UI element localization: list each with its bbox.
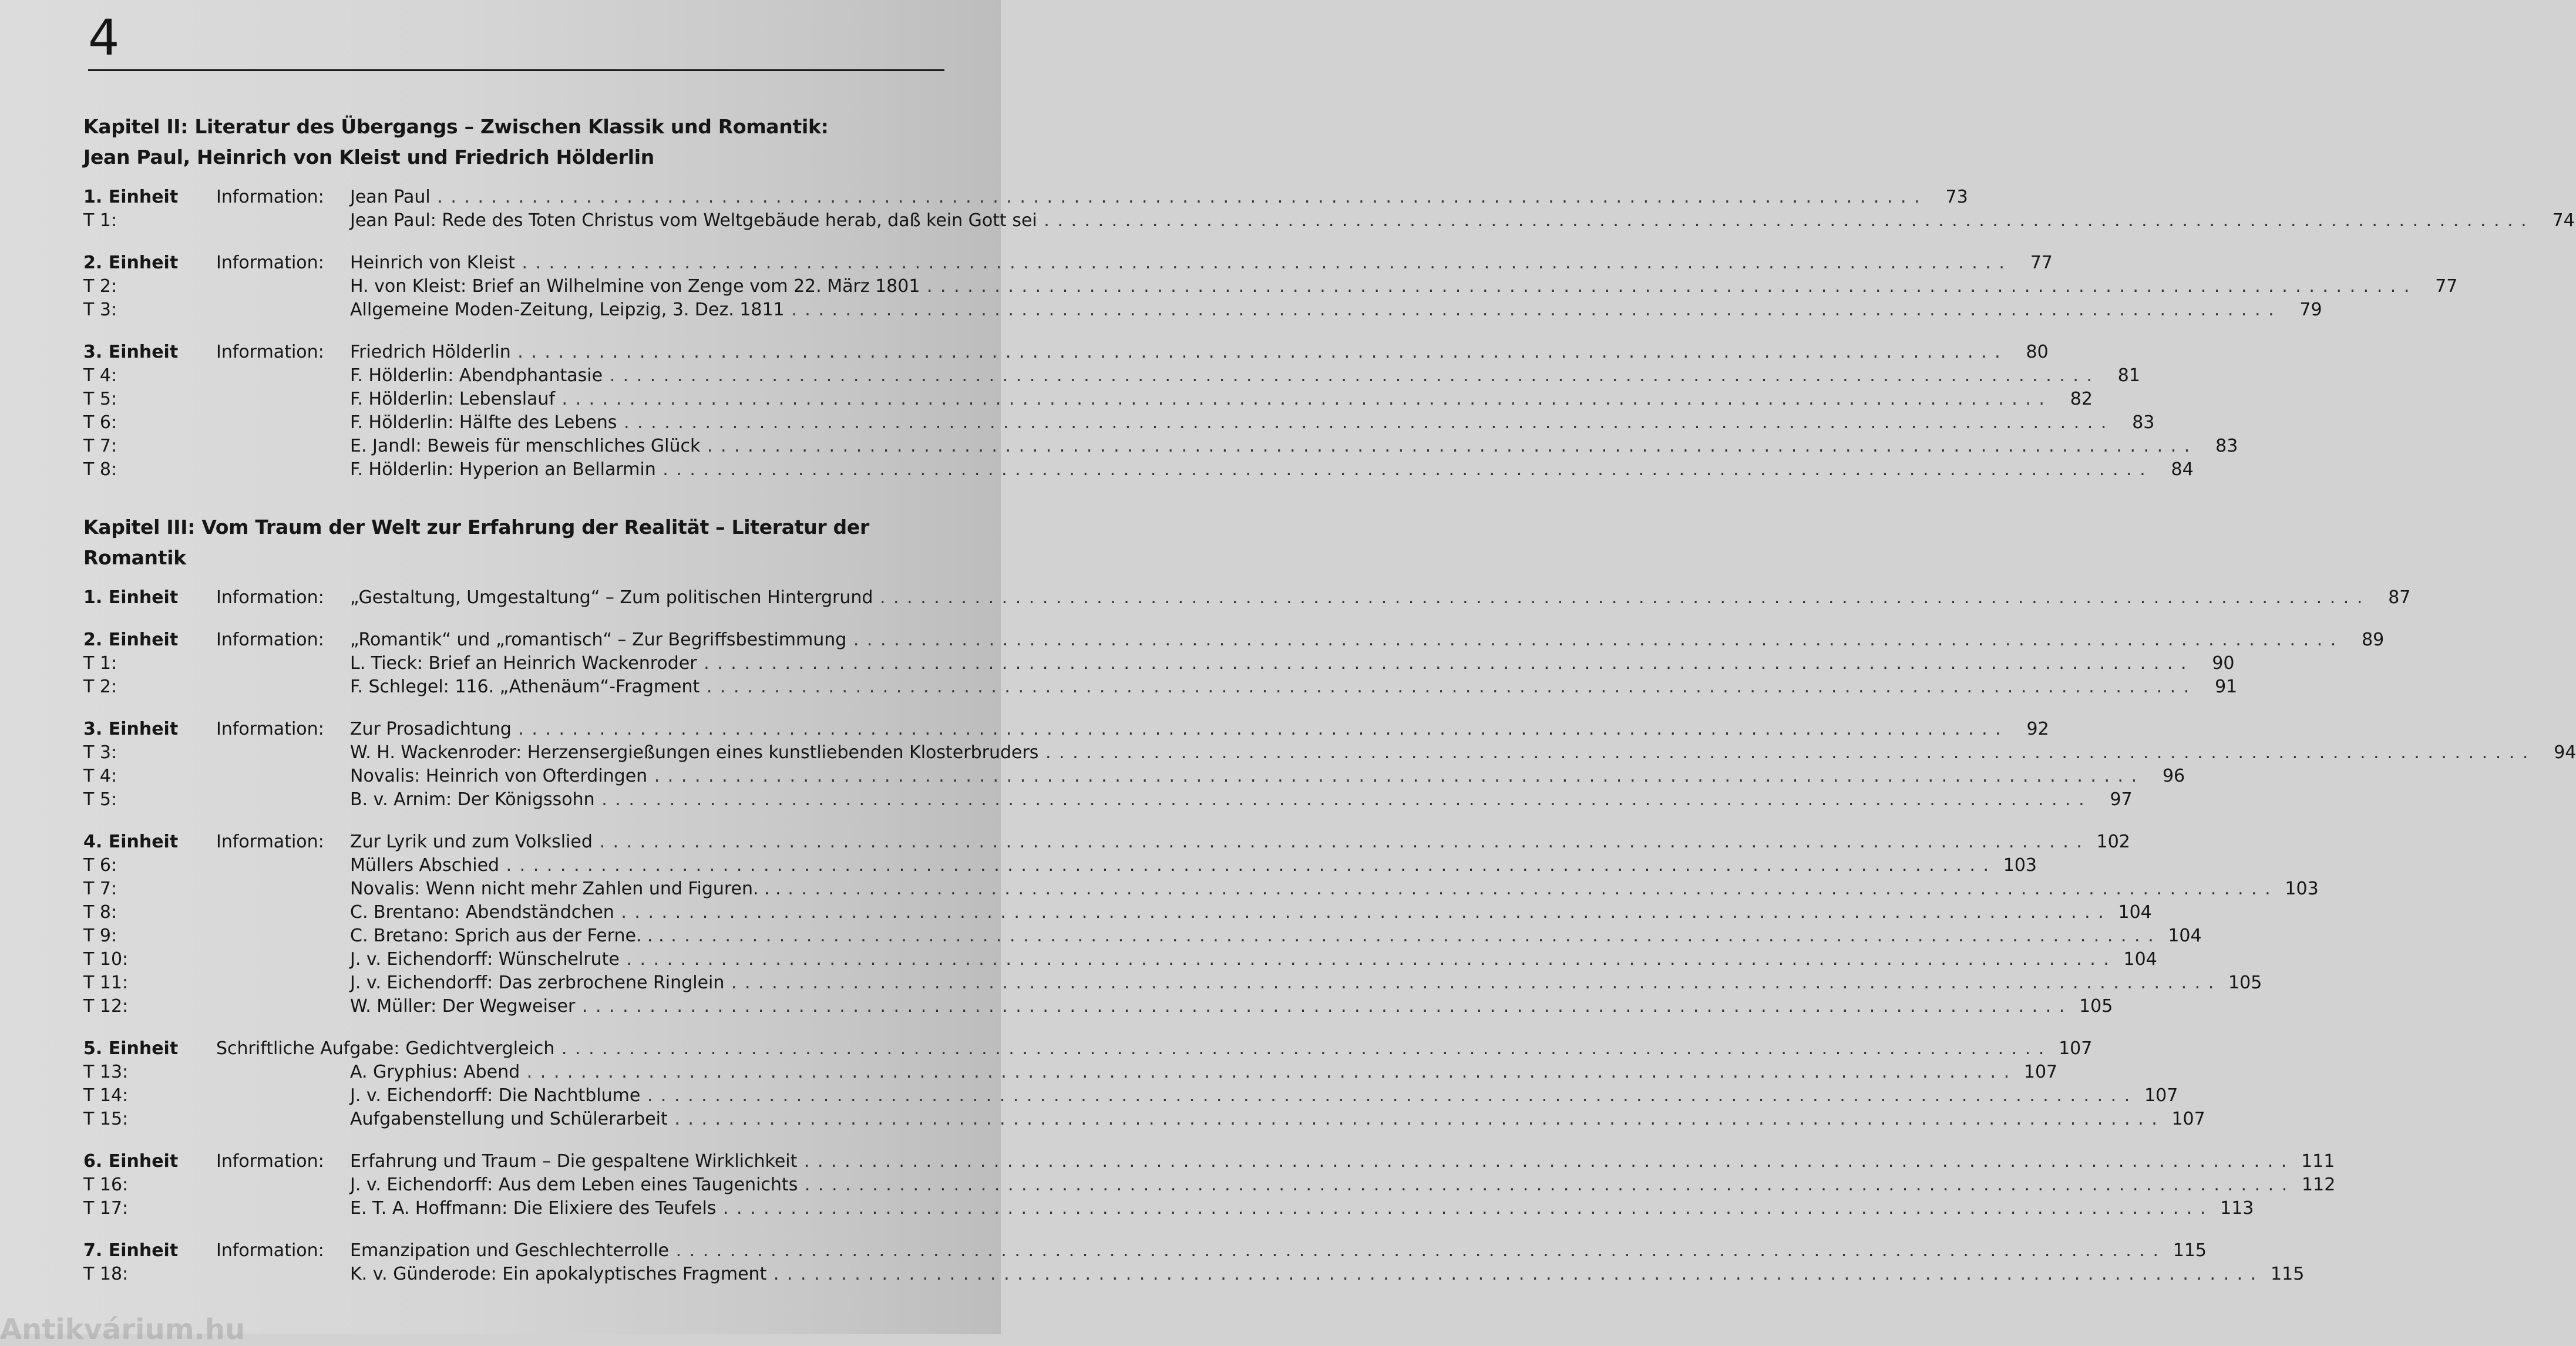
entry-page-number: 103 [2285, 879, 2319, 899]
chapter-section [83, 512, 2576, 1286]
toc-entry [83, 924, 2202, 948]
table-of-contents [83, 112, 2576, 1317]
entry-label: T 13: [83, 1062, 129, 1082]
entry-tag: Information: [216, 253, 324, 273]
toc-entry [83, 1037, 2093, 1061]
entry-title-text: K. v. Günderode: Ein apokalyptisches Fragment [350, 1264, 767, 1284]
toc-entry [83, 1108, 2205, 1131]
unit-group [83, 718, 2576, 812]
toc-entry [83, 435, 2238, 458]
unit-group [83, 341, 2238, 482]
entry-title [350, 854, 1990, 877]
entry-title-text: F. Hölderlin: Hälfte des Lebens [350, 412, 617, 433]
toc-entry [83, 830, 2130, 854]
chapter-title-line: Jean Paul, Heinrich von Kleist und Friedrich Hölderlin [83, 146, 654, 169]
entry-title [350, 209, 2528, 233]
entry-title [350, 1108, 2158, 1131]
toc-entry [83, 995, 2113, 1018]
entry-title [350, 298, 2275, 322]
entry-page-number: 115 [2173, 1240, 2207, 1261]
entry-label: T 2: [83, 276, 117, 297]
entry-label: T 18: [83, 1264, 129, 1284]
entry-label: T 17: [83, 1198, 129, 1219]
entry-page-number: 90 [2212, 653, 2235, 674]
toc-entry [83, 765, 2185, 788]
entry-title [350, 830, 2083, 854]
entry-title [350, 788, 2086, 812]
entry-tag: Information: [216, 587, 324, 608]
entry-title-text: „Romantik“ und „romantisch“ – Zur Begriffsbestimmung [350, 630, 847, 650]
entry-page-number: 77 [2435, 276, 2458, 297]
toc-entry [83, 1173, 2336, 1197]
entry-label: T 6: [83, 412, 117, 433]
entry-title-text: Müllers Abschied [350, 855, 500, 876]
entry-title-text: F. Hölderlin: Lebenslauf [350, 389, 555, 409]
toc-entry [83, 877, 2319, 901]
entry-title-text: Gedichtvergleich [405, 1038, 555, 1059]
entry-page-number: 112 [2302, 1175, 2336, 1195]
entry-label: T 11: [83, 973, 129, 993]
entry-page-number: 96 [2162, 766, 2185, 786]
entry-page-number: 107 [2144, 1085, 2178, 1106]
chapter-title [83, 112, 947, 173]
toc-entry [83, 971, 2262, 995]
entry-page-number: 92 [2026, 719, 2049, 739]
toc-entry [83, 675, 2238, 699]
chapter-title-line: Kapitel II: Literatur des Übergangs – Zwischen Klassik und Romantik: [83, 115, 829, 138]
entry-page-number: 107 [2059, 1038, 2093, 1059]
toc-entry [83, 209, 2575, 233]
toc-entry [83, 275, 2458, 298]
entry-title [350, 652, 2188, 675]
entry-title-text: F. Hölderlin: Hyperion an Bellarmin [350, 459, 656, 480]
unit-group [83, 830, 2319, 1018]
unit-group [83, 1239, 2305, 1286]
entry-title [350, 765, 2138, 788]
entry-title-text: C. Brentano: Abendständchen [350, 902, 614, 923]
entry-page-number: 82 [2070, 389, 2093, 409]
entry-title-text: Zur Lyrik und zum Volkslied [350, 832, 593, 852]
toc-entry [83, 718, 2049, 741]
entry-title [350, 388, 2046, 411]
entry-label: T 9: [83, 926, 117, 946]
entry-page-number: 115 [2271, 1264, 2305, 1284]
entry-label: 1. Einheit [83, 187, 179, 207]
entry-title [350, 924, 2155, 948]
toc-entry [83, 741, 2576, 765]
entry-title-text: Jean Paul: Rede des Toten Christus vom Weltgebäude herab, daß kein Gott sei [350, 210, 1037, 231]
entry-label: T 7: [83, 879, 117, 899]
entry-label: 2. Einheit [83, 253, 179, 273]
chapter-title-line: Kapitel III: Vom Traum der Welt zur Erfahrung der Realität – Literatur der Romantik [83, 516, 869, 569]
entry-page-number: 89 [2362, 630, 2385, 650]
entry-label: 3. Einheit [83, 719, 179, 739]
entry-title-text: B. v. Arnim: Der Königssohn [350, 789, 595, 810]
entry-label: T 1: [83, 210, 117, 231]
entry-title-text: „Gestaltung, Umgestaltung“ – Zum politischen Hintergrund [350, 587, 873, 608]
entry-page-number: 94 [2554, 742, 2576, 763]
entry-title-text: F. Hölderlin: Abendphantasie [350, 365, 603, 386]
entry-page-number: 104 [2168, 926, 2202, 946]
entry-label: T 3: [83, 300, 117, 320]
entry-title [350, 901, 2105, 924]
chapter-title [83, 512, 947, 573]
header-rule [88, 69, 944, 71]
entry-page-number: 102 [2096, 832, 2130, 852]
entry-page-number: 79 [2299, 300, 2322, 320]
entry-title [350, 1084, 2131, 1108]
entry-label: 5. Einheit [83, 1038, 179, 1059]
watermark: Antikvárium.hu [0, 1313, 246, 1346]
entry-title [350, 186, 1921, 209]
entry-title [350, 1239, 2160, 1263]
entry-title [350, 1263, 2257, 1286]
unit-group [83, 186, 2575, 233]
entry-page-number: 113 [2220, 1198, 2254, 1219]
entry-page-number: 84 [2171, 459, 2194, 480]
entry-page-number: 111 [2301, 1151, 2335, 1172]
entry-title [350, 995, 2066, 1018]
toc-entry [83, 411, 2155, 435]
entry-page-number: 77 [2030, 253, 2053, 273]
entry-title-text: Aufgabenstellung und Schülerarbeit [350, 1109, 668, 1129]
unit-group [83, 1037, 2205, 1131]
entry-title [350, 251, 2006, 275]
toc-entry [83, 388, 2093, 411]
entry-label: T 4: [83, 365, 117, 386]
toc-entry [83, 652, 2235, 675]
entry-title-text: Allgemeine Moden-Zeitung, Leipzig, 3. Dez. 1811 [350, 300, 785, 320]
entry-title [350, 1061, 2010, 1084]
entry-page-number: 83 [2215, 436, 2238, 456]
toc-entry [83, 364, 2140, 388]
entry-label: 2. Einheit [83, 630, 179, 650]
entry-page-number: 81 [2117, 365, 2140, 386]
entry-label: T 16: [83, 1175, 129, 1195]
entry-title [350, 411, 2107, 435]
entry-page-number: 80 [2026, 342, 2049, 362]
toc-entry [83, 1197, 2254, 1220]
toc-entry [83, 298, 2322, 322]
toc-entry [83, 1061, 2058, 1084]
toc-entry [83, 1084, 2178, 1108]
entry-title-text: J. v. Eichendorff: Wünschelrute [350, 949, 620, 970]
entry-title-text: Erfahrung und Traum – Die gespaltene Wirklichkeit [350, 1151, 798, 1172]
unit-group [83, 586, 2411, 610]
entry-title [350, 586, 2363, 610]
entry-title-text: Friedrich Hölderlin [350, 342, 511, 362]
entry-title [350, 675, 2190, 699]
entry-title-text: W. H. Wackenroder: Herzensergießungen eines kunstliebenden Klosterbruders [350, 742, 1039, 763]
entry-tag: Information: [216, 1151, 324, 1172]
entry-title [350, 971, 2215, 995]
entry-page-number: 107 [2171, 1109, 2205, 1129]
toc-entry [83, 186, 1968, 209]
entry-title [350, 877, 2272, 901]
entry-page-number: 105 [2228, 973, 2262, 993]
entry-label: 6. Einheit [83, 1151, 179, 1172]
entry-page-number: 97 [2110, 789, 2133, 810]
entry-tag: Information: [216, 1240, 324, 1261]
entry-title-text: Zur Prosadichtung [350, 719, 512, 739]
toc-entry [83, 788, 2133, 812]
entry-title [350, 275, 2410, 298]
entry-label: T 15: [83, 1109, 129, 1129]
entry-tag: Information: [216, 832, 324, 852]
entry-label: 3. Einheit [83, 342, 179, 362]
entry-title [350, 1197, 2207, 1220]
unit-group [83, 628, 2385, 699]
entry-label: T 4: [83, 766, 117, 786]
entry-tag: Information: [216, 630, 324, 650]
entry-title-text: J. v. Eichendorff: Das zerbrochene Ringlein [350, 973, 725, 993]
toc-entry [83, 341, 2049, 364]
entry-title [350, 948, 2110, 971]
entry-label: 7. Einheit [83, 1240, 179, 1261]
toc-entry [83, 586, 2411, 610]
entry-label: T 7: [83, 436, 117, 456]
toc-entry [83, 1239, 2207, 1263]
entry-title [350, 741, 2529, 765]
entry-title-text: J. v. Eichendorff: Die Nachtblume [350, 1085, 641, 1106]
page-number: 4 [88, 9, 120, 66]
unit-group [83, 1150, 2336, 1220]
entry-label: T 10: [83, 949, 129, 970]
entry-title-text: J. v. Eichendorff: Aus dem Leben eines Taugenichts [350, 1175, 798, 1195]
entry-title-text: E. Jandl: Beweis für menschliches Glück [350, 436, 701, 456]
toc-entry [83, 251, 2053, 275]
entry-title [350, 364, 2093, 388]
entry-page-number: 107 [2023, 1062, 2058, 1082]
toc-entry [83, 901, 2152, 924]
entry-label: T 3: [83, 742, 117, 763]
entry-title [350, 628, 2337, 652]
entry-page-number: 73 [1945, 187, 1968, 207]
entry-title [405, 1037, 2045, 1061]
toc-entry [83, 854, 2037, 877]
entry-label: T 1: [83, 653, 117, 674]
entry-tag: Information: [216, 342, 324, 362]
entry-label: T 6: [83, 855, 117, 876]
entry-title-text: L. Tieck: Brief an Heinrich Wackenroder [350, 653, 697, 674]
entry-title-text: Heinrich von Kleist [350, 253, 515, 273]
entry-title-text: Novalis: Heinrich von Ofterdingen [350, 766, 648, 786]
entry-title-text: W. Müller: Der Wegweiser [350, 996, 576, 1017]
unit-group [83, 251, 2458, 322]
entry-page-number: 87 [2388, 587, 2411, 608]
entry-tag: Schriftliche Aufgabe: [216, 1038, 400, 1059]
entry-title-text: E. T. A. Hoffmann: Die Elixiere des Teufels [350, 1198, 717, 1219]
entry-page-number: 105 [2079, 996, 2113, 1017]
entry-label: T 14: [83, 1085, 129, 1106]
entry-label: T 5: [83, 789, 117, 810]
entry-title-text: H. von Kleist: Brief an Wilhelmine von Zenge vom 22. März 1801 [350, 276, 920, 297]
toc-entry [83, 948, 2157, 971]
entry-title-text: A. Gryphius: Abend [350, 1062, 520, 1082]
entry-title [350, 718, 2002, 741]
entry-label: T 12: [83, 996, 129, 1017]
entry-label: T 2: [83, 677, 117, 697]
entry-page-number: 74 [2552, 210, 2575, 231]
entry-label: T 8: [83, 459, 117, 480]
toc-entry [83, 1150, 2335, 1173]
entry-page-number: 104 [2123, 949, 2157, 970]
entry-title [350, 341, 2002, 364]
entry-label: 4. Einheit [83, 832, 179, 852]
entry-title-text: F. Schlegel: 116. „Athenäum“-Fragment [350, 677, 700, 697]
entry-page-number: 103 [2003, 855, 2037, 876]
entry-title-text: C. Bretano: Sprich aus der Ferne. . . [350, 926, 664, 946]
entry-title [350, 1150, 2288, 1173]
entry-label: T 5: [83, 389, 117, 409]
entry-page-number: 91 [2215, 677, 2238, 697]
entry-label: 1. Einheit [83, 587, 179, 608]
toc-entry [83, 1263, 2305, 1286]
entry-tag: Information: [216, 719, 324, 739]
entry-title [350, 458, 2147, 482]
entry-title-text: Novalis: Wenn nicht mehr Zahlen und Figuren. . . [350, 879, 781, 899]
entry-tag: Information: [216, 187, 324, 207]
chapter-section [83, 112, 2575, 482]
toc-entry [83, 628, 2385, 652]
entry-title [350, 435, 2191, 458]
entry-title [350, 1173, 2288, 1197]
entry-page-number: 83 [2132, 412, 2155, 433]
entry-title-text: Jean Paul [350, 187, 431, 207]
entry-title-text: Emanzipation und Geschlechterrolle [350, 1240, 670, 1261]
entry-page-number: 104 [2118, 902, 2152, 923]
entry-label: T 8: [83, 902, 117, 923]
toc-entry [83, 458, 2194, 482]
